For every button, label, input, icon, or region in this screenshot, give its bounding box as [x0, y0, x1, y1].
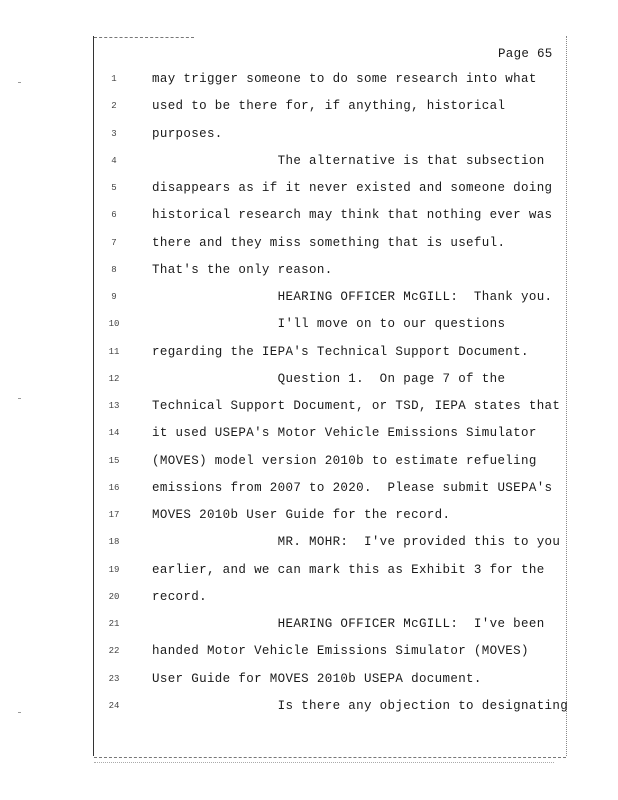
transcript-line-text: Is there any objection to designating: [152, 698, 569, 713]
line-number: 19: [108, 564, 120, 575]
line-number: 15: [108, 455, 120, 466]
transcript-line-text: HEARING OFFICER McGILL: I've been: [152, 617, 545, 631]
transcript-line-text: used to be there for, if anything, historical: [152, 99, 506, 114]
transcript-line-text: handed Motor Vehicle Emissions Simulator (MOVES): [152, 644, 529, 659]
line-number: 3: [111, 128, 117, 139]
line-number: 9: [111, 292, 117, 302]
transcript-line-text: (MOVES) model version 2010b to estimate refueling: [152, 453, 537, 468]
line-number: 13: [108, 401, 120, 411]
line-number: 20: [108, 591, 120, 602]
line-number: 14: [108, 428, 120, 439]
scan-mark: [18, 712, 21, 713]
transcript-line-text: The alternative is that subsection: [152, 153, 545, 168]
line-number: 11: [108, 346, 120, 357]
transcript-line-text: there and they miss something that is useful.: [152, 235, 506, 250]
line-number: 10: [108, 319, 120, 330]
transcript-line-text: disappears as if it never existed and someone doing: [152, 181, 553, 195]
line-number: 17: [108, 510, 120, 520]
line-number: 22: [108, 646, 120, 657]
transcript-line-text: That's the only reason.: [152, 262, 333, 277]
transcript-line-text: Question 1. On page 7 of the: [152, 371, 506, 386]
transcript-line-text: record.: [152, 589, 207, 604]
transcript-line-text: User Guide for MOVES 2010b USEPA document.: [152, 671, 482, 686]
scan-mark: [18, 82, 21, 83]
line-number: 24: [108, 700, 120, 711]
page-top-border: [94, 37, 194, 38]
scan-mark: [18, 398, 21, 399]
transcript-line-text: Technical Support Document, or TSD, IEPA states that: [152, 399, 561, 413]
line-number: 23: [108, 673, 120, 684]
transcript-line-text: regarding the IEPA's Technical Support Document.: [152, 344, 529, 359]
page-right-border: [566, 36, 567, 756]
line-number: 21: [108, 619, 120, 629]
line-number: 6: [111, 210, 117, 221]
transcript-line-text: I'll move on to our questions: [152, 317, 506, 332]
transcript-line-text: may trigger someone to do some research into what: [152, 72, 537, 86]
transcript-line-text: purposes.: [152, 126, 223, 141]
line-number: 5: [111, 183, 117, 193]
transcript-line-text: it used USEPA's Motor Vehicle Emissions Simulator: [152, 426, 537, 441]
line-number: 12: [108, 373, 120, 384]
line-number: 1: [111, 74, 117, 84]
transcript-line-text: MR. MOHR: I've provided this to you: [152, 535, 561, 550]
page-left-border: [93, 36, 94, 756]
transcript-line-text: earlier, and we can mark this as Exhibit 3 for the: [152, 562, 545, 577]
line-number: 18: [108, 537, 120, 548]
line-number: 16: [108, 482, 120, 493]
scan-artifact-line: [94, 762, 554, 763]
page-number: Page 65: [498, 47, 553, 61]
page-bottom-border: [94, 757, 566, 758]
transcript-line-text: emissions from 2007 to 2020. Please submit USEPA's: [152, 480, 553, 495]
line-number: 7: [111, 237, 117, 248]
line-number: 4: [111, 155, 117, 166]
line-number: 8: [111, 264, 117, 275]
transcript-line-text: historical research may think that nothing ever was: [152, 208, 553, 223]
transcript-line-text: MOVES 2010b User Guide for the record.: [152, 508, 451, 522]
transcript-line-text: HEARING OFFICER McGILL: Thank you.: [152, 290, 553, 304]
line-number: 2: [111, 101, 117, 112]
